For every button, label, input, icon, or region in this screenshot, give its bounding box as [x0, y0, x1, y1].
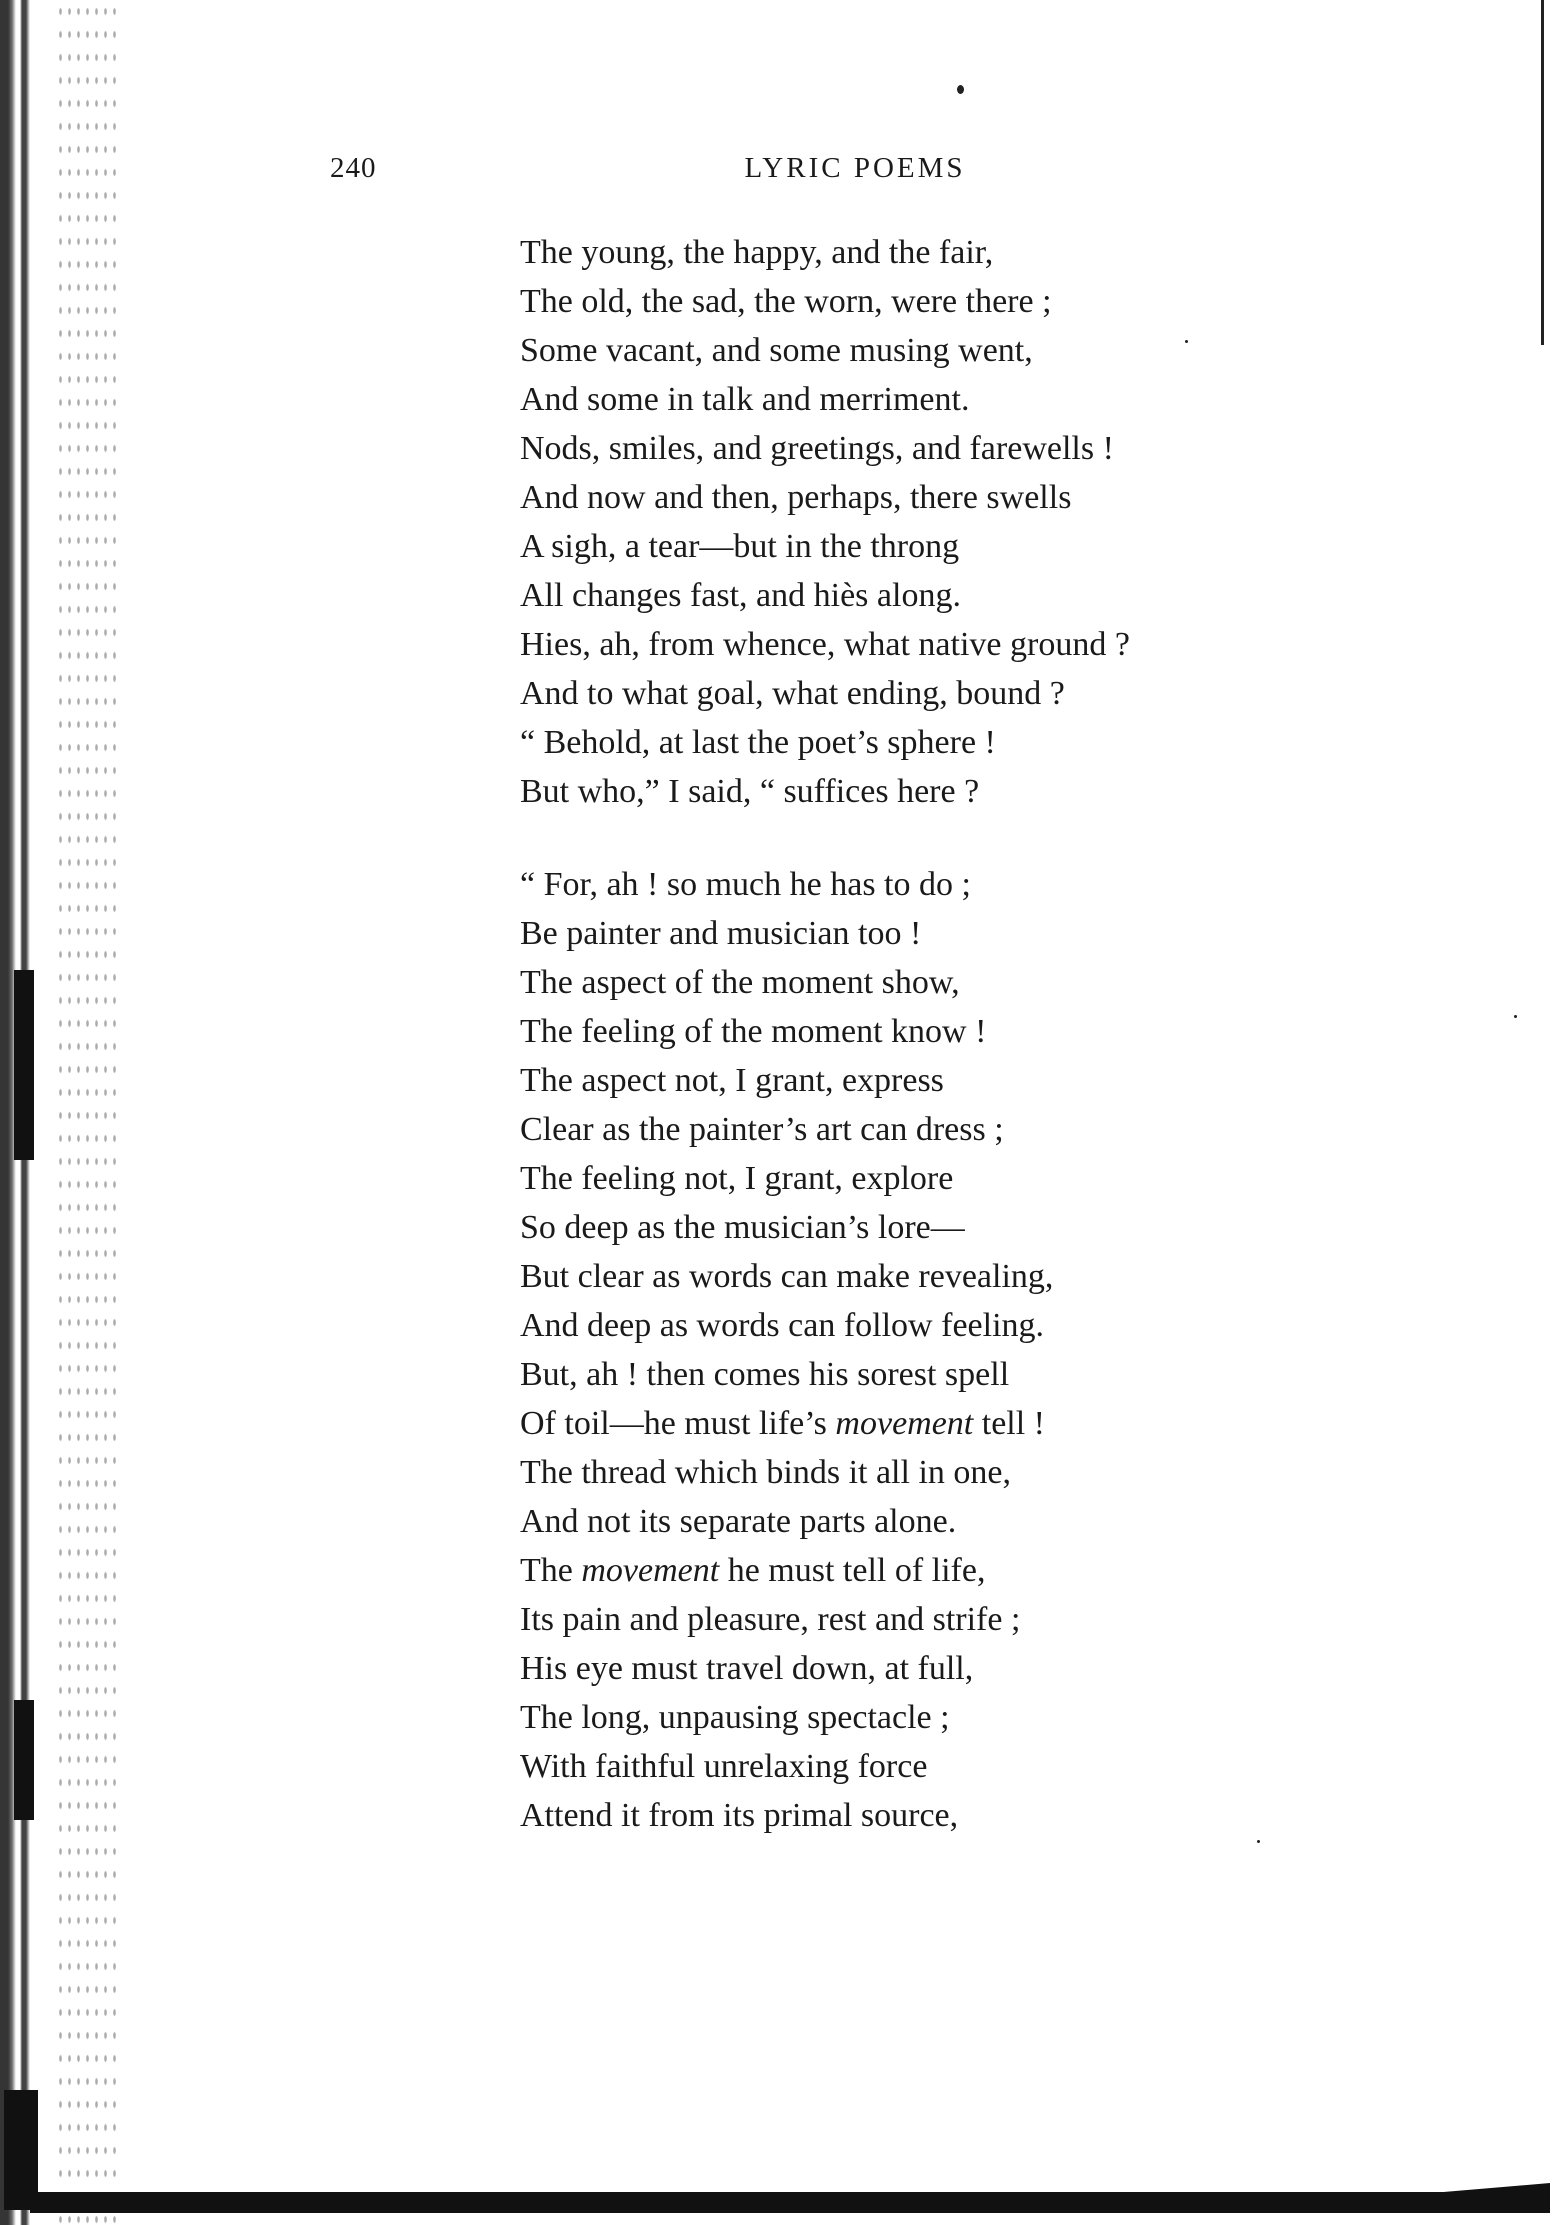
poem-line: The long, unpausing spectacle ;: [520, 1699, 950, 1736]
binding-speckle: [56, 0, 116, 2225]
bottom-edge-rule: [30, 2183, 1550, 2213]
binding-shadow: [14, 970, 34, 1160]
line-text: tell !: [973, 1405, 1046, 1442]
poem-line: [520, 1546, 1520, 1595]
poem-line: The feeling not, I grant, explore: [520, 1160, 954, 1197]
line-text: The: [520, 1552, 582, 1589]
poem-line: The aspect of the moment show,: [520, 964, 960, 1001]
poem-line: But, ah ! then comes his sorest spell: [520, 1356, 1010, 1393]
poem-line: And not its separate parts alone.: [520, 1503, 957, 1540]
poem-line: Its pain and pleasure, rest and strife ;: [520, 1601, 1021, 1638]
poem-line: Nods, smiles, and greetings, and farewells !: [520, 430, 1114, 467]
poem-line: And some in talk and merriment.: [520, 381, 970, 418]
poem-line: A sigh, a tear—but in the throng: [520, 528, 960, 565]
running-head: [330, 152, 1440, 192]
poem-line: And now and then, perhaps, there swells: [520, 479, 1072, 516]
poem-line: “ Behold, at last the poet’s sphere !: [520, 724, 996, 761]
poem-line: Some vacant, and some musing went,: [520, 332, 1033, 369]
page-edge-rule: [1541, 0, 1544, 345]
poem-line: But clear as words can make revealing,: [520, 1258, 1054, 1295]
stanza: [520, 228, 1520, 816]
poem-line: All changes fast, and hiès along.: [520, 577, 961, 614]
poem-line: Hies, ah, from whence, what native ground ?: [520, 626, 1130, 663]
binding-shadow: [14, 1700, 34, 1820]
stanza-break: [520, 816, 1520, 860]
poem-body: [520, 228, 1520, 1840]
italic-word: movement: [835, 1405, 974, 1442]
poem-line: The feeling of the moment know !: [520, 1013, 987, 1050]
italic-word: movement: [581, 1552, 720, 1589]
poem-line: The thread which binds it all in one,: [520, 1454, 1011, 1491]
line-text: Of toil—he must life’s: [520, 1405, 836, 1442]
poem-line: The aspect not, I grant, express: [520, 1062, 944, 1099]
poem-line: His eye must travel down, at full,: [520, 1650, 974, 1687]
stanza: [520, 860, 1520, 1840]
ink-speck: [957, 85, 964, 94]
poem-line: Clear as the painter’s art can dress ;: [520, 1111, 1004, 1148]
poem-line: And to what goal, what ending, bound ?: [520, 675, 1065, 712]
poem-line: With faithful unrelaxing force: [520, 1748, 928, 1785]
poem-line: “ For, ah ! so much he has to do ;: [520, 866, 971, 903]
poem-line: But who,” I said, “ suffices here ?: [520, 773, 980, 810]
page-number: 240: [330, 152, 377, 184]
poem-line: And deep as words can follow feeling.: [520, 1307, 1045, 1344]
page-title: LYRIC POEMS: [744, 152, 966, 184]
poem-line: [520, 1399, 1520, 1448]
poem-line: Be painter and musician too !: [520, 915, 922, 952]
poem-line: Attend it from its primal source,: [520, 1797, 959, 1834]
poem-line: The old, the sad, the worn, were there ;: [520, 283, 1052, 320]
poem-line: So deep as the musician’s lore—: [520, 1209, 965, 1246]
poem-line: The young, the happy, and the fair,: [520, 234, 994, 271]
ink-speck: [1257, 1840, 1260, 1843]
line-text: he must tell of life,: [719, 1552, 986, 1589]
